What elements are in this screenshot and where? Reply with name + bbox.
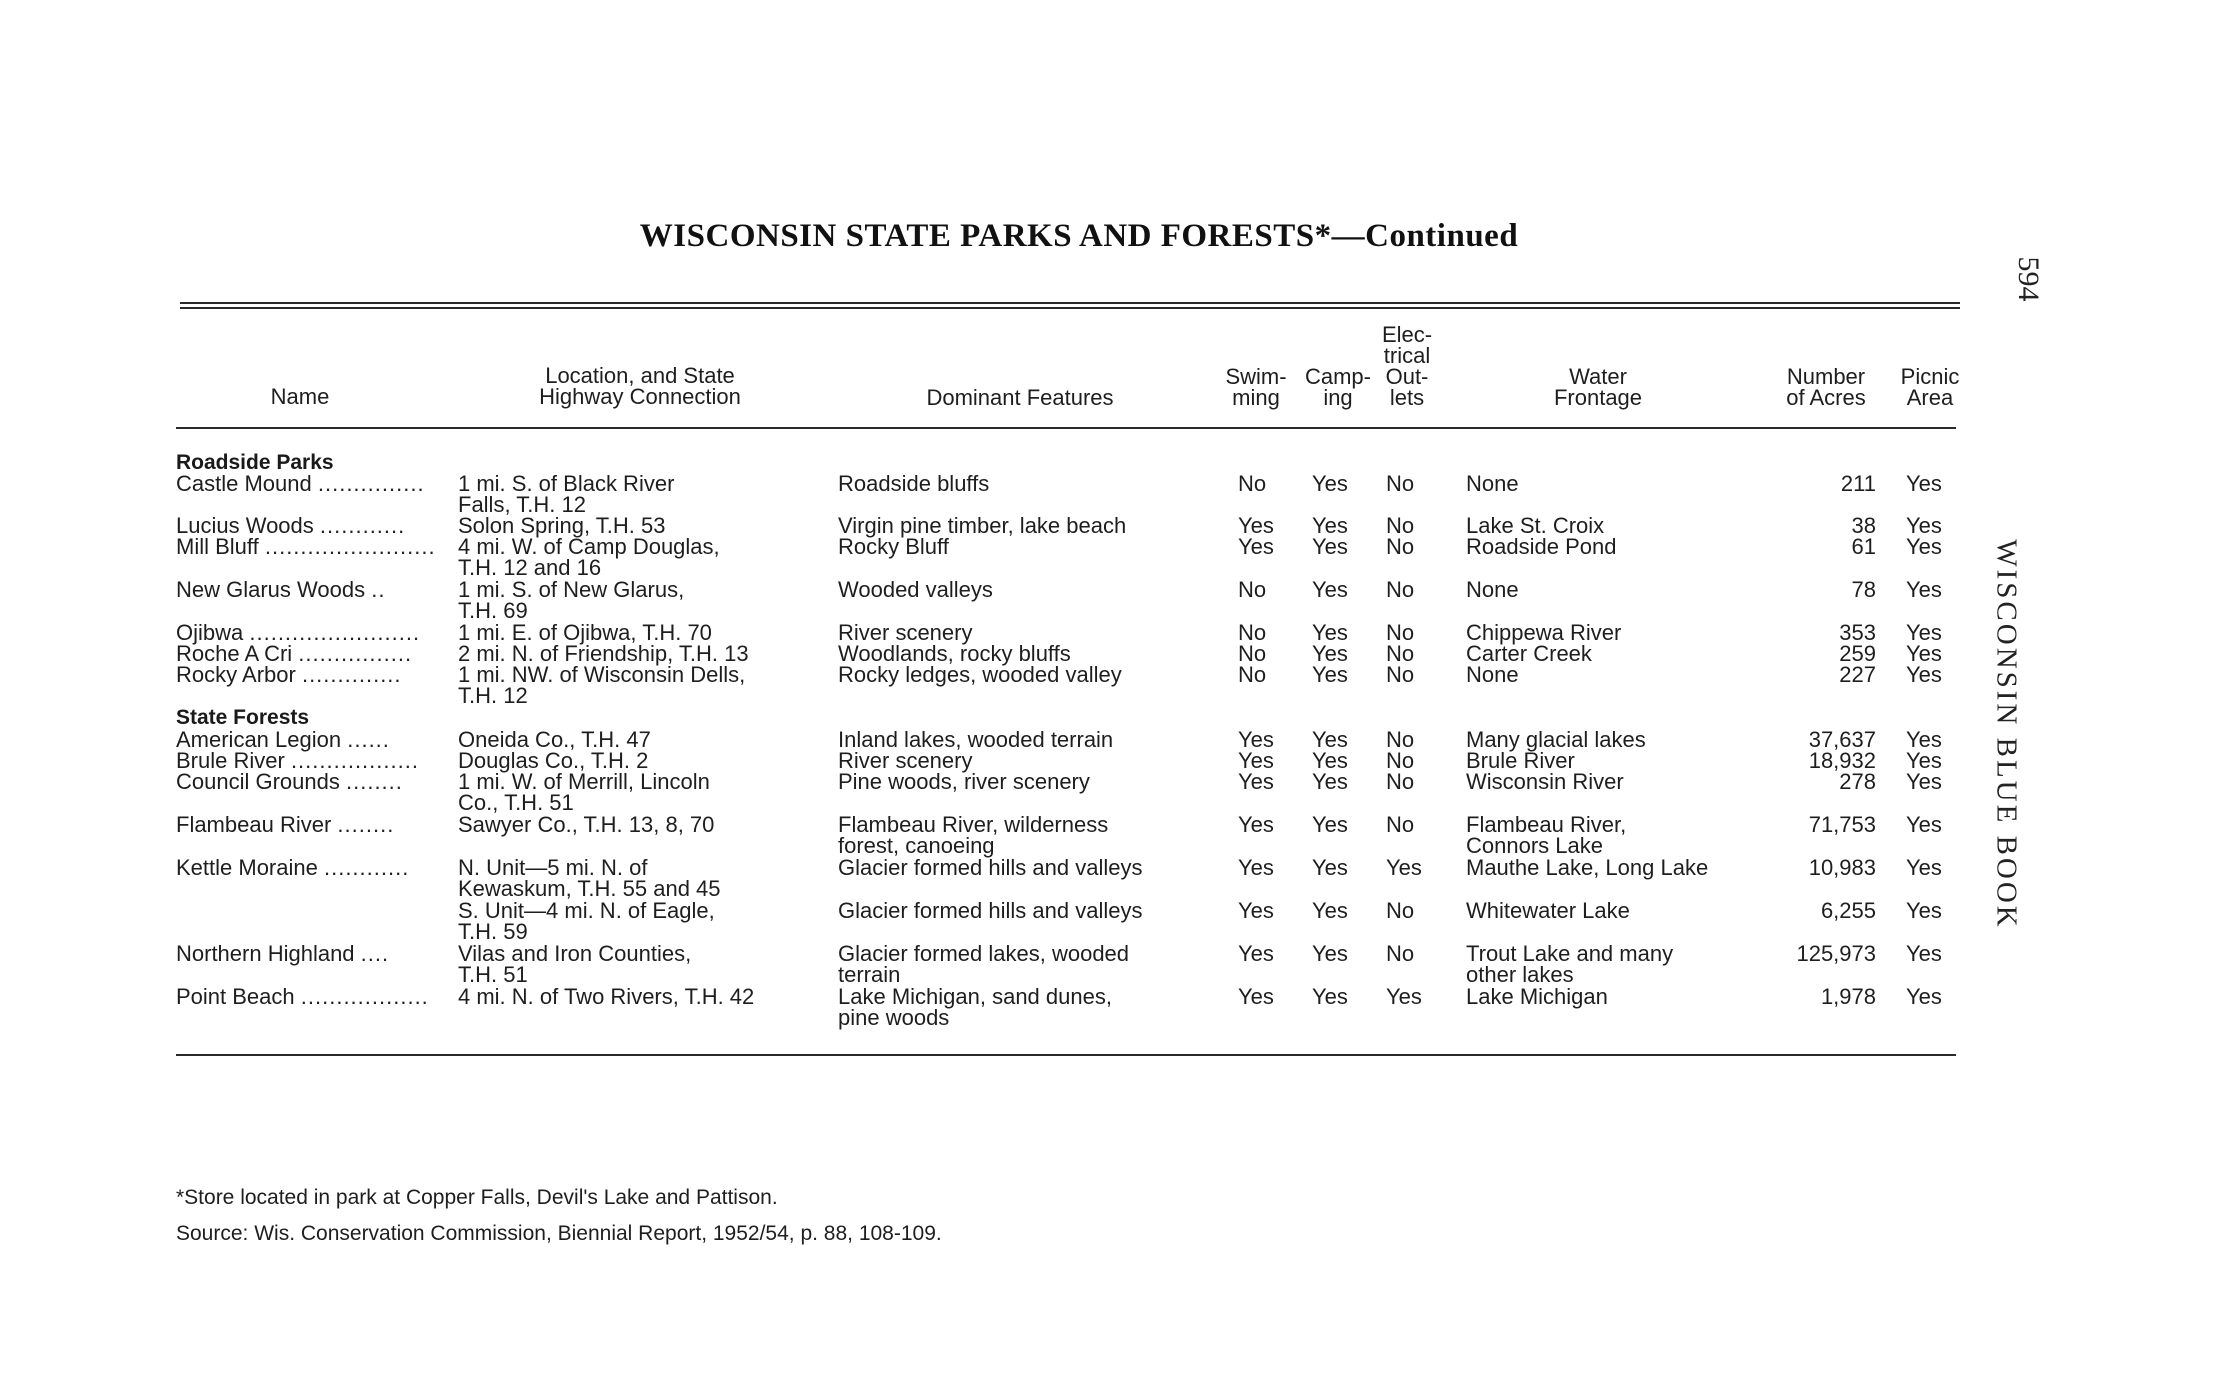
top-double-rule-lower bbox=[180, 307, 1960, 309]
electrical-cell: No bbox=[1386, 941, 1415, 966]
camping-cell: Yes bbox=[1312, 641, 1348, 666]
acres-cell: 211 bbox=[1840, 471, 1876, 496]
water-frontage-cell: Flambeau River, Connors Lake bbox=[1466, 812, 1627, 858]
camping-cell: Yes bbox=[1312, 662, 1348, 687]
water-frontage-cell: Mauthe Lake, Long Lake bbox=[1466, 855, 1709, 880]
features-cell: River scenery bbox=[838, 620, 973, 645]
camping-cell: Yes bbox=[1312, 471, 1348, 496]
bottom-rule bbox=[176, 1054, 1956, 1056]
water-frontage-cell: Lake St. Croix bbox=[1466, 513, 1605, 538]
forest-name: Kettle Moraine bbox=[176, 855, 318, 880]
title-suffix: —Continued bbox=[1331, 218, 1519, 254]
header-features: Dominant Features bbox=[926, 385, 1114, 410]
acres-cell: 37,637 bbox=[1808, 727, 1876, 752]
table-row bbox=[0, 727, 2218, 752]
picnic-cell: Yes bbox=[1906, 748, 1942, 773]
park-name: New Glarus Woods bbox=[176, 577, 366, 602]
picnic-cell: Yes bbox=[1906, 641, 1942, 666]
page-title bbox=[0, 218, 2218, 255]
electrical-cell: Yes bbox=[1386, 855, 1422, 880]
water-frontage-cell: None bbox=[1466, 471, 1519, 496]
camping-cell: Yes bbox=[1312, 513, 1348, 538]
acres-cell: 278 bbox=[1839, 769, 1876, 794]
leader-dots: ............ bbox=[319, 513, 406, 538]
top-double-rule-upper bbox=[180, 302, 1960, 304]
location-cell: Vilas and Iron Counties, T.H. 51 bbox=[458, 941, 692, 987]
picnic-cell: Yes bbox=[1906, 513, 1942, 538]
acres-cell: 1,978 bbox=[1820, 984, 1876, 1009]
acres-cell: 125,973 bbox=[1796, 941, 1876, 966]
camping-cell: Yes bbox=[1312, 727, 1348, 752]
park-name: Castle Mound bbox=[176, 471, 312, 496]
table-row bbox=[0, 662, 2218, 708]
features-cell: Lake Michigan, sand dunes, pine woods bbox=[838, 984, 1112, 1030]
table-row bbox=[0, 471, 2218, 517]
electrical-cell: No bbox=[1386, 577, 1415, 602]
acres-cell: 259 bbox=[1839, 641, 1876, 666]
swimming-cell: Yes bbox=[1238, 898, 1274, 923]
leader-dots: ............ bbox=[323, 855, 410, 880]
table-row bbox=[0, 513, 2218, 538]
camping-cell: Yes bbox=[1312, 620, 1348, 645]
camping-cell: Yes bbox=[1312, 812, 1348, 837]
acres-cell: 227 bbox=[1839, 662, 1876, 687]
table-row bbox=[0, 620, 2218, 645]
park-name: Ojibwa bbox=[176, 620, 244, 645]
picnic-cell: Yes bbox=[1906, 769, 1942, 794]
park-name: Lucius Woods bbox=[176, 513, 314, 538]
acres-cell: 353 bbox=[1839, 620, 1876, 645]
water-frontage-cell: Lake Michigan bbox=[1466, 984, 1608, 1009]
features-cell: Glacier formed hills and valleys bbox=[838, 898, 1143, 923]
running-side-title: WISCONSIN BLUE BOOK bbox=[1990, 539, 2023, 930]
table-row bbox=[0, 534, 2218, 580]
leader-dots: ................ bbox=[298, 641, 413, 666]
footnote-source: Source: Wis. Conservation Commission, Biennial Report, 1952/54, p. 88, 108-109. bbox=[176, 1222, 942, 1245]
swimming-cell: Yes bbox=[1238, 727, 1274, 752]
swimming-cell: Yes bbox=[1238, 812, 1274, 837]
features-cell: Glacier formed hills and valleys bbox=[838, 855, 1143, 880]
features-cell: Rocky ledges, wooded valley bbox=[838, 662, 1122, 687]
location-cell: Oneida Co., T.H. 47 bbox=[458, 727, 651, 752]
features-cell: Wooded valleys bbox=[838, 577, 993, 602]
header-rule bbox=[176, 427, 1956, 429]
camping-cell: Yes bbox=[1312, 898, 1348, 923]
leader-dots: ........ bbox=[346, 769, 403, 794]
table-row bbox=[0, 941, 2218, 987]
leader-dots: .. bbox=[371, 577, 386, 602]
table-row bbox=[0, 855, 2218, 901]
picnic-cell: Yes bbox=[1906, 534, 1942, 559]
forest-name: Brule River bbox=[176, 748, 285, 773]
camping-cell: Yes bbox=[1312, 941, 1348, 966]
features-cell: River scenery bbox=[838, 748, 973, 773]
picnic-cell: Yes bbox=[1906, 727, 1942, 752]
location-cell: 2 mi. N. of Friendship, T.H. 13 bbox=[458, 641, 749, 666]
features-cell: Rocky Bluff bbox=[838, 534, 949, 559]
features-cell: Flambeau River, wilderness forest, canoeing bbox=[838, 812, 1109, 858]
table-row bbox=[0, 641, 2218, 666]
park-name: Roche A Cri bbox=[176, 641, 293, 666]
picnic-cell: Yes bbox=[1906, 898, 1942, 923]
header-name: Name bbox=[270, 384, 330, 409]
electrical-cell: No bbox=[1386, 534, 1415, 559]
location-cell: N. Unit—5 mi. N. of Kewaskum, T.H. 55 and 45 bbox=[458, 855, 721, 901]
header-water-frontage: Water Frontage bbox=[1553, 364, 1643, 410]
leader-dots: ........ bbox=[337, 812, 395, 837]
water-frontage-cell: Many glacial lakes bbox=[1466, 727, 1646, 752]
park-name: Rocky Arbor bbox=[176, 662, 296, 687]
acres-cell: 78 bbox=[1851, 577, 1876, 602]
camping-cell: Yes bbox=[1312, 748, 1348, 773]
location-cell: 1 mi. NW. of Wisconsin Dells, T.H. 12 bbox=[458, 662, 746, 708]
leader-dots: ...... bbox=[347, 727, 390, 752]
header-electrical-outlets: Elec- trical Out- lets bbox=[1381, 322, 1433, 410]
forest-name: Point Beach bbox=[176, 984, 295, 1009]
electrical-cell: No bbox=[1386, 748, 1415, 773]
water-frontage-cell: Whitewater Lake bbox=[1466, 898, 1630, 923]
picnic-cell: Yes bbox=[1906, 662, 1942, 687]
location-cell: 1 mi. W. of Merrill, Lincoln Co., T.H. 51 bbox=[458, 769, 710, 815]
swimming-cell: No bbox=[1238, 662, 1267, 687]
swimming-cell: Yes bbox=[1238, 769, 1274, 794]
swimming-cell: Yes bbox=[1238, 984, 1274, 1009]
location-cell: 1 mi. S. of Black River Falls, T.H. 12 bbox=[458, 471, 675, 517]
features-cell: Virgin pine timber, lake beach bbox=[838, 513, 1127, 538]
swimming-cell: No bbox=[1238, 620, 1267, 645]
electrical-cell: No bbox=[1386, 769, 1415, 794]
picnic-cell: Yes bbox=[1906, 855, 1942, 880]
swimming-cell: Yes bbox=[1238, 855, 1274, 880]
picnic-cell: Yes bbox=[1906, 620, 1942, 645]
page-number: 594 bbox=[2012, 256, 2045, 302]
title-main: WISCONSIN STATE PARKS AND FORESTS bbox=[639, 218, 1315, 254]
water-frontage-cell: Brule River bbox=[1466, 748, 1575, 773]
features-cell: Woodlands, rocky bluffs bbox=[838, 641, 1071, 666]
electrical-cell: No bbox=[1386, 898, 1415, 923]
table-row bbox=[0, 748, 2218, 773]
section-roadside-parks: Roadside Parks bbox=[176, 451, 334, 474]
camping-cell: Yes bbox=[1312, 534, 1348, 559]
water-frontage-cell: Chippewa River bbox=[1466, 620, 1622, 645]
picnic-cell: Yes bbox=[1906, 984, 1942, 1009]
swimming-cell: No bbox=[1238, 577, 1267, 602]
water-frontage-cell: Trout Lake and many other lakes bbox=[1466, 941, 1674, 987]
camping-cell: Yes bbox=[1312, 769, 1348, 794]
features-cell: Inland lakes, wooded terrain bbox=[838, 727, 1114, 752]
location-cell: 4 mi. N. of Two Rivers, T.H. 42 bbox=[458, 984, 755, 1009]
header-picnic-area: Picnic Area bbox=[1900, 364, 1960, 410]
forest-name: Flambeau River bbox=[176, 812, 332, 837]
header-location: Location, and State Highway Connection bbox=[539, 363, 741, 409]
camping-cell: Yes bbox=[1312, 577, 1348, 602]
title-footnote-mark: * bbox=[1314, 218, 1332, 254]
footnote-store: *Store located in park at Copper Falls, Devil's Lake and Pattison. bbox=[176, 1186, 778, 1209]
forest-name: American Legion bbox=[176, 727, 342, 752]
electrical-cell: No bbox=[1386, 513, 1415, 538]
location-cell: 1 mi. E. of Ojibwa, T.H. 70 bbox=[458, 620, 712, 645]
electrical-cell: No bbox=[1386, 662, 1415, 687]
location-cell: S. Unit—4 mi. N. of Eagle, T.H. 59 bbox=[458, 898, 715, 944]
leader-dots: ........................ bbox=[249, 620, 421, 645]
features-cell: Roadside bluffs bbox=[838, 471, 990, 496]
table-row bbox=[0, 769, 2218, 815]
swimming-cell: Yes bbox=[1238, 513, 1274, 538]
water-frontage-cell: Carter Creek bbox=[1466, 641, 1592, 666]
picnic-cell: Yes bbox=[1906, 812, 1942, 837]
water-frontage-cell: Roadside Pond bbox=[1466, 534, 1617, 559]
forest-name: Northern Highland bbox=[176, 941, 355, 966]
picnic-cell: Yes bbox=[1906, 471, 1942, 496]
table-row bbox=[0, 577, 2218, 623]
acres-cell: 10,983 bbox=[1808, 855, 1876, 880]
forest-name: Council Grounds bbox=[176, 769, 340, 794]
acres-cell: 18,932 bbox=[1808, 748, 1876, 773]
picnic-cell: Yes bbox=[1906, 941, 1942, 966]
water-frontage-cell: None bbox=[1466, 662, 1519, 687]
section-state-forests: State Forests bbox=[176, 706, 310, 729]
leader-dots: .................. bbox=[290, 748, 419, 773]
electrical-cell: No bbox=[1386, 812, 1415, 837]
swimming-cell: Yes bbox=[1238, 748, 1274, 773]
location-cell: 1 mi. S. of New Glarus, T.H. 69 bbox=[458, 577, 685, 623]
swimming-cell: Yes bbox=[1238, 534, 1274, 559]
swimming-cell: No bbox=[1238, 471, 1267, 496]
leader-dots: .............. bbox=[301, 662, 402, 687]
header-acres: Number of Acres bbox=[1786, 364, 1866, 410]
electrical-cell: No bbox=[1386, 641, 1415, 666]
leader-dots: .................. bbox=[300, 984, 429, 1009]
camping-cell: Yes bbox=[1312, 984, 1348, 1009]
table-row bbox=[0, 812, 2218, 858]
water-frontage-cell: Wisconsin River bbox=[1466, 769, 1624, 794]
header-swimming: Swim- ming bbox=[1225, 364, 1287, 410]
leader-dots: ............... bbox=[317, 471, 425, 496]
acres-cell: 71,753 bbox=[1808, 812, 1876, 837]
electrical-cell: No bbox=[1386, 727, 1415, 752]
leader-dots: .... bbox=[360, 941, 390, 966]
leader-dots: ........................ bbox=[264, 534, 436, 559]
swimming-cell: Yes bbox=[1238, 941, 1274, 966]
location-cell: Solon Spring, T.H. 53 bbox=[458, 513, 666, 538]
electrical-cell: No bbox=[1386, 620, 1415, 645]
table-row bbox=[0, 984, 2218, 1030]
table-row bbox=[0, 898, 2218, 944]
features-cell: Pine woods, river scenery bbox=[838, 769, 1090, 794]
location-cell: Sawyer Co., T.H. 13, 8, 70 bbox=[458, 812, 715, 837]
acres-cell: 61 bbox=[1851, 534, 1876, 559]
acres-cell: 38 bbox=[1851, 513, 1876, 538]
park-name: Mill Bluff bbox=[176, 534, 259, 559]
header-camping: Camp- ing bbox=[1304, 364, 1371, 410]
picnic-cell: Yes bbox=[1906, 577, 1942, 602]
features-cell: Glacier formed lakes, wooded terrain bbox=[838, 941, 1130, 987]
camping-cell: Yes bbox=[1312, 855, 1348, 880]
location-cell: 4 mi. W. of Camp Douglas, T.H. 12 and 16 bbox=[458, 534, 720, 580]
acres-cell: 6,255 bbox=[1820, 898, 1876, 923]
electrical-cell: Yes bbox=[1386, 984, 1422, 1009]
electrical-cell: No bbox=[1386, 471, 1415, 496]
location-cell: Douglas Co., T.H. 2 bbox=[458, 748, 649, 773]
swimming-cell: No bbox=[1238, 641, 1267, 666]
water-frontage-cell: None bbox=[1466, 577, 1519, 602]
